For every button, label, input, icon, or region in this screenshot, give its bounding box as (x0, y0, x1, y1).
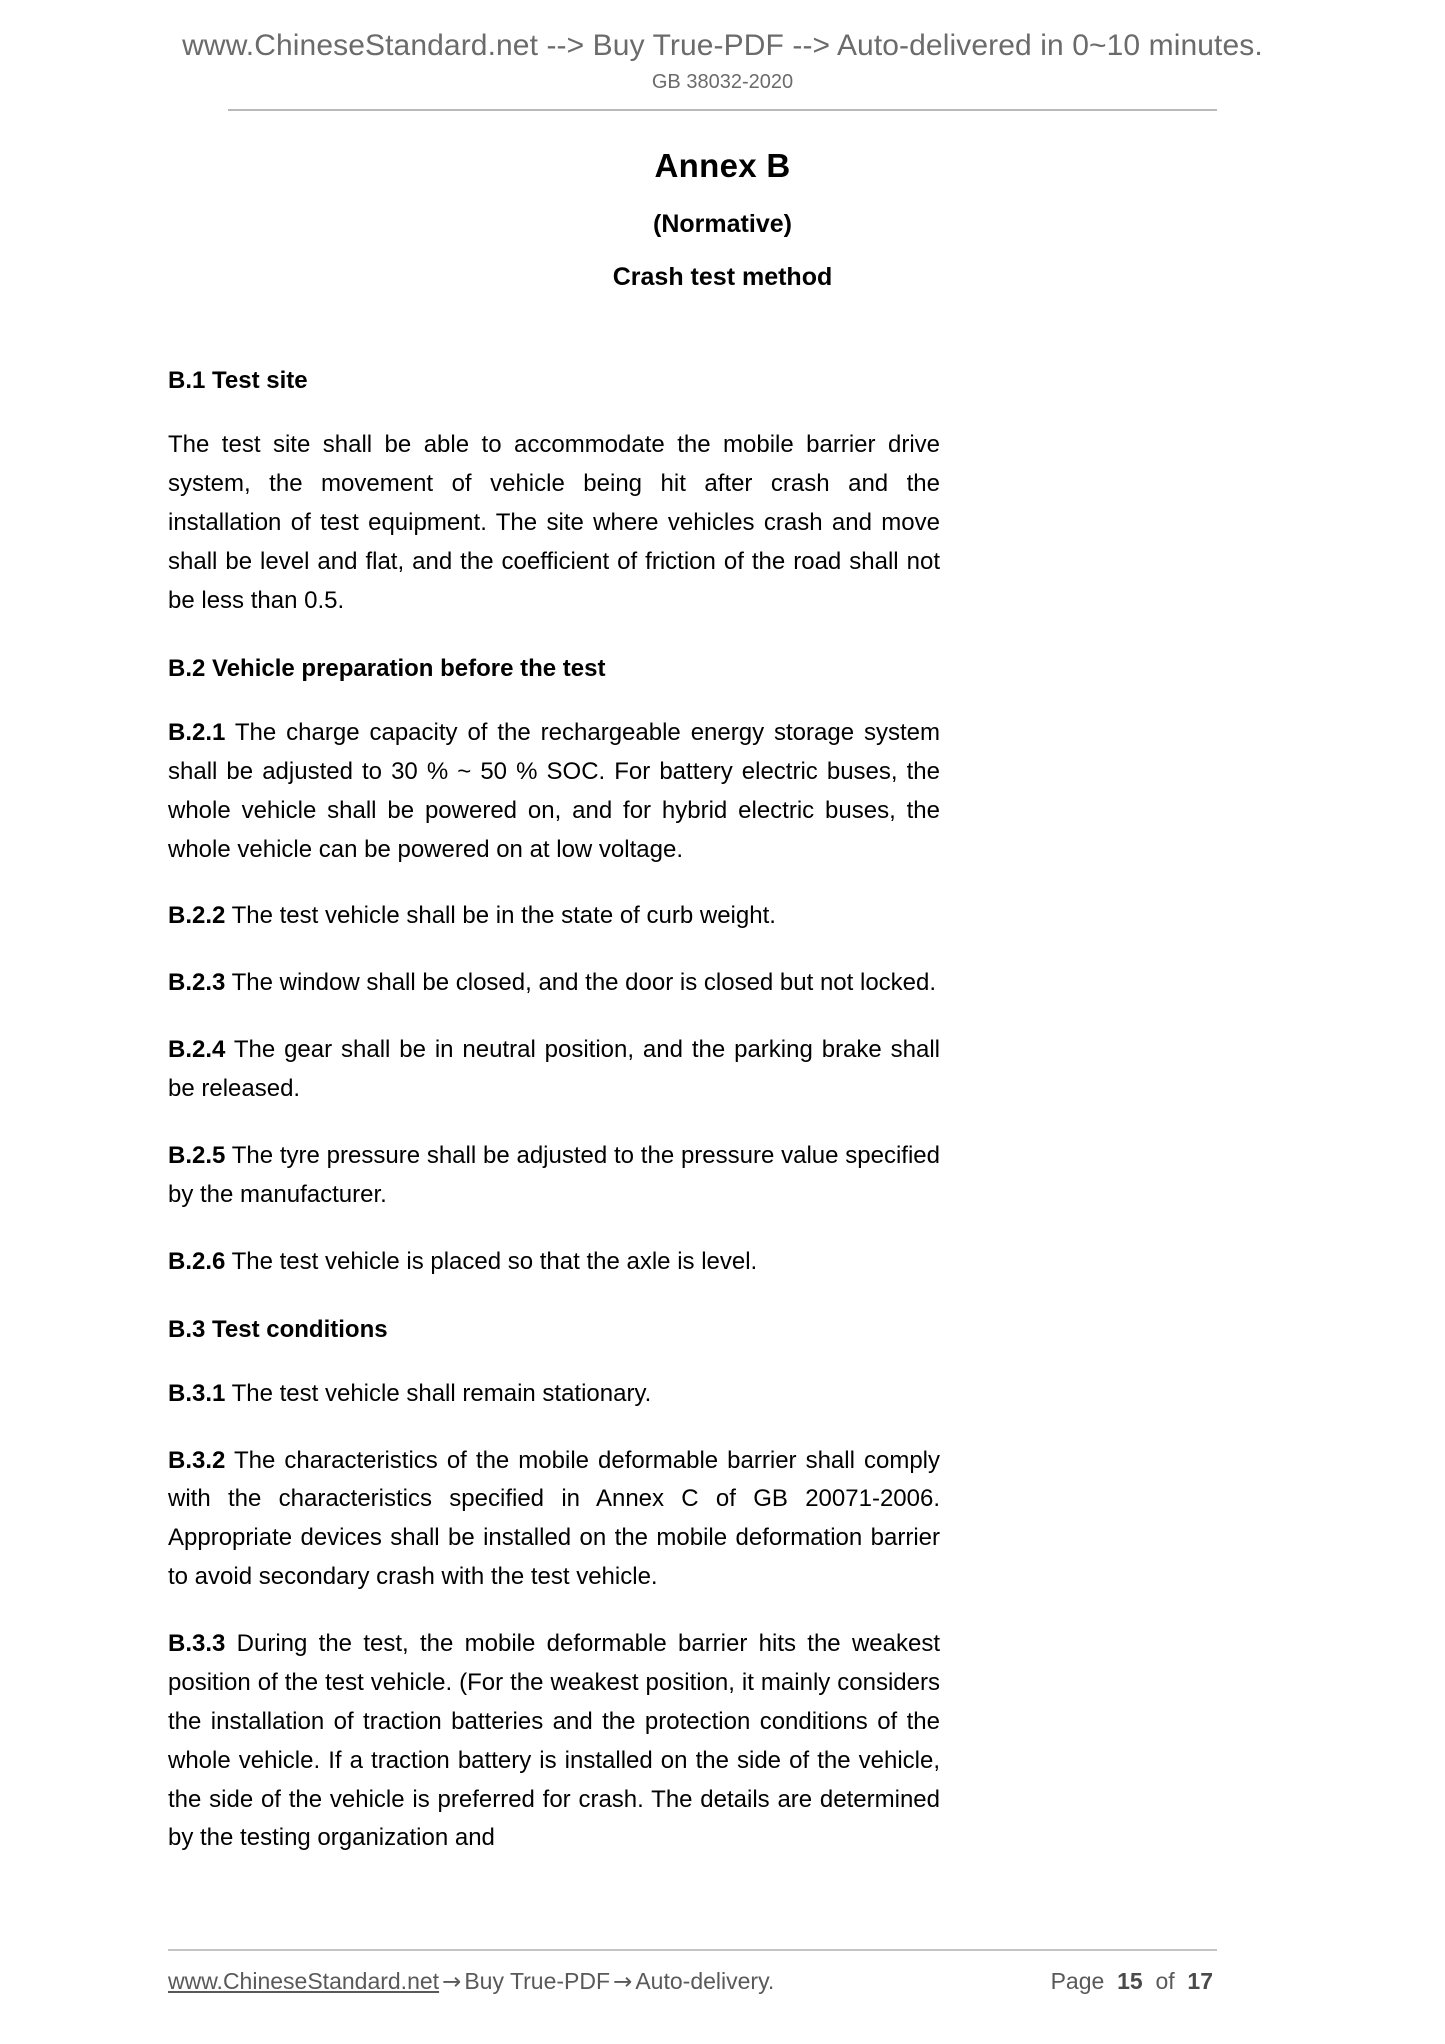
spacer (168, 1345, 940, 1375)
paragraph-b2-2 (168, 897, 940, 936)
page-footer (0, 1949, 1445, 1998)
paragraph-b2-2-label: B.2.2 (168, 902, 226, 930)
paragraph-b1-text: The test site shall be able to accommodate the mobile barrier drive system, the movement of vehicle being hit after crash and the installation of test equipment. The site where vehicles crash and move shall be level and flat, and the coefficient of friction of the road shall not be less than 0.5. (168, 431, 940, 614)
paragraph-b2-5 (168, 1137, 940, 1215)
right-arrow-icon: → (613, 1969, 633, 1996)
footer-delivery-label: Auto-delivery. (635, 1968, 775, 1995)
paragraph-b3-1-label: B.3.1 (168, 1379, 226, 1407)
paragraph-b2-3-text: The window shall be closed, and the door is closed but not locked. (231, 969, 937, 997)
page-word: Page (1050, 1968, 1105, 1995)
header-promo-text: www.ChineseStandard.net --> Buy True-PDF --> Auto-delivered in 0~10 minutes. (182, 29, 1263, 62)
paragraph-b3-1-text: The test vehicle shall remain stationary. (231, 1379, 652, 1407)
paragraph-b2-5-label: B.2.5 (168, 1141, 226, 1169)
paragraph-b2-4-label: B.2.4 (168, 1036, 226, 1064)
spacer (168, 1109, 940, 1137)
paragraph-b2-5-text: The tyre pressure shall be adjusted to the pressure value specified by the manufacturer. (168, 1141, 941, 1208)
paragraph-b2-4-text: The gear shall be in neutral position, and the parking brake shall be released. (168, 1036, 940, 1103)
paragraph-b2-4 (168, 1031, 940, 1109)
right-arrow-icon: → (442, 1969, 462, 1996)
paragraph-b2-2-text: The test vehicle shall be in the state of curb weight. (231, 902, 776, 930)
document-body (168, 293, 940, 1858)
paragraph-b3-3-label: B.3.3 (168, 1630, 226, 1658)
section-heading-b1: B.1 Test site (168, 367, 308, 395)
spacer (168, 1215, 940, 1243)
paragraph-b2-1 (168, 714, 940, 870)
footer-site-link[interactable]: www.ChineseStandard.net (168, 1968, 440, 1995)
annex-title-block (0, 145, 1445, 293)
paragraph-b3-3-text: During the test, the mobile deformable barrier hits the weakest position of the test vehicle. (For the weakest position, it mainly considers the installation of traction batteries and the protection conditions of the whole vehicle. If a traction battery is installed on the side of the vehicle, the side of the vehicle is preferred for crash. The details are determined by the testing organization and (168, 1630, 940, 1852)
paragraph-b2-1-text: The charge capacity of the rechargeable energy storage system shall be adjusted to 30 % ~ 50 % SOC. For battery electric buses, the whole vehicle shall be powered on, and for hybrid electric buses, the whole vehicle can be powered on at low voltage. (168, 718, 941, 863)
paragraph-b3-1 (168, 1375, 940, 1414)
spacer (168, 621, 940, 653)
paragraph-b3-2 (168, 1442, 940, 1598)
footer-row (168, 1967, 1217, 1998)
footer-divider (168, 1949, 1217, 1951)
page-indicator (1051, 1967, 1217, 1997)
section-heading-b3: B.3 Test conditions (168, 1315, 388, 1343)
standard-number: GB 38032-2020 (651, 71, 794, 94)
footer-promo (168, 1967, 774, 1998)
section-heading-b2: B.2 Vehicle preparation before the test (168, 654, 606, 682)
spacer (168, 1414, 940, 1442)
page-of-word: of (1155, 1968, 1175, 1995)
annex-name: Crash test method (612, 262, 833, 291)
header-divider (228, 109, 1217, 111)
paragraph-b1 (168, 426, 940, 620)
paragraph-b3-2-text: The characteristics of the mobile deformable barrier shall comply with the characteristics specified in Annex C of GB 20071-2006. Appropriate devices shall be installed on the mobile deformation barrier to avoid secondary crash with the test vehicle. (168, 1446, 941, 1591)
spacer (168, 1282, 940, 1314)
footer-buy-label: Buy True-PDF (464, 1968, 611, 1995)
paragraph-b2-3 (168, 964, 940, 1003)
spacer (168, 1597, 940, 1625)
spacer (168, 1003, 940, 1031)
page-title: Annex B (654, 147, 791, 185)
paragraph-b2-3-label: B.2.3 (168, 969, 226, 997)
paragraph-b2-1-label: B.2.1 (168, 718, 226, 746)
spacer (168, 869, 940, 897)
paragraph-b2-6-label: B.2.6 (168, 1247, 226, 1275)
paragraph-b3-2-label: B.3.2 (168, 1446, 226, 1474)
page-total: 17 (1187, 1968, 1213, 1995)
spacer (168, 396, 940, 426)
paragraph-b2-6 (168, 1243, 940, 1282)
paragraph-b2-6-text: The test vehicle is placed so that the axle is level. (231, 1247, 758, 1275)
paragraph-b3-3 (168, 1625, 940, 1858)
page-header (0, 0, 1445, 111)
spacer (168, 936, 940, 964)
page-current: 15 (1117, 1968, 1143, 1995)
annex-subtitle: (Normative) (653, 209, 792, 238)
spacer (168, 684, 940, 714)
